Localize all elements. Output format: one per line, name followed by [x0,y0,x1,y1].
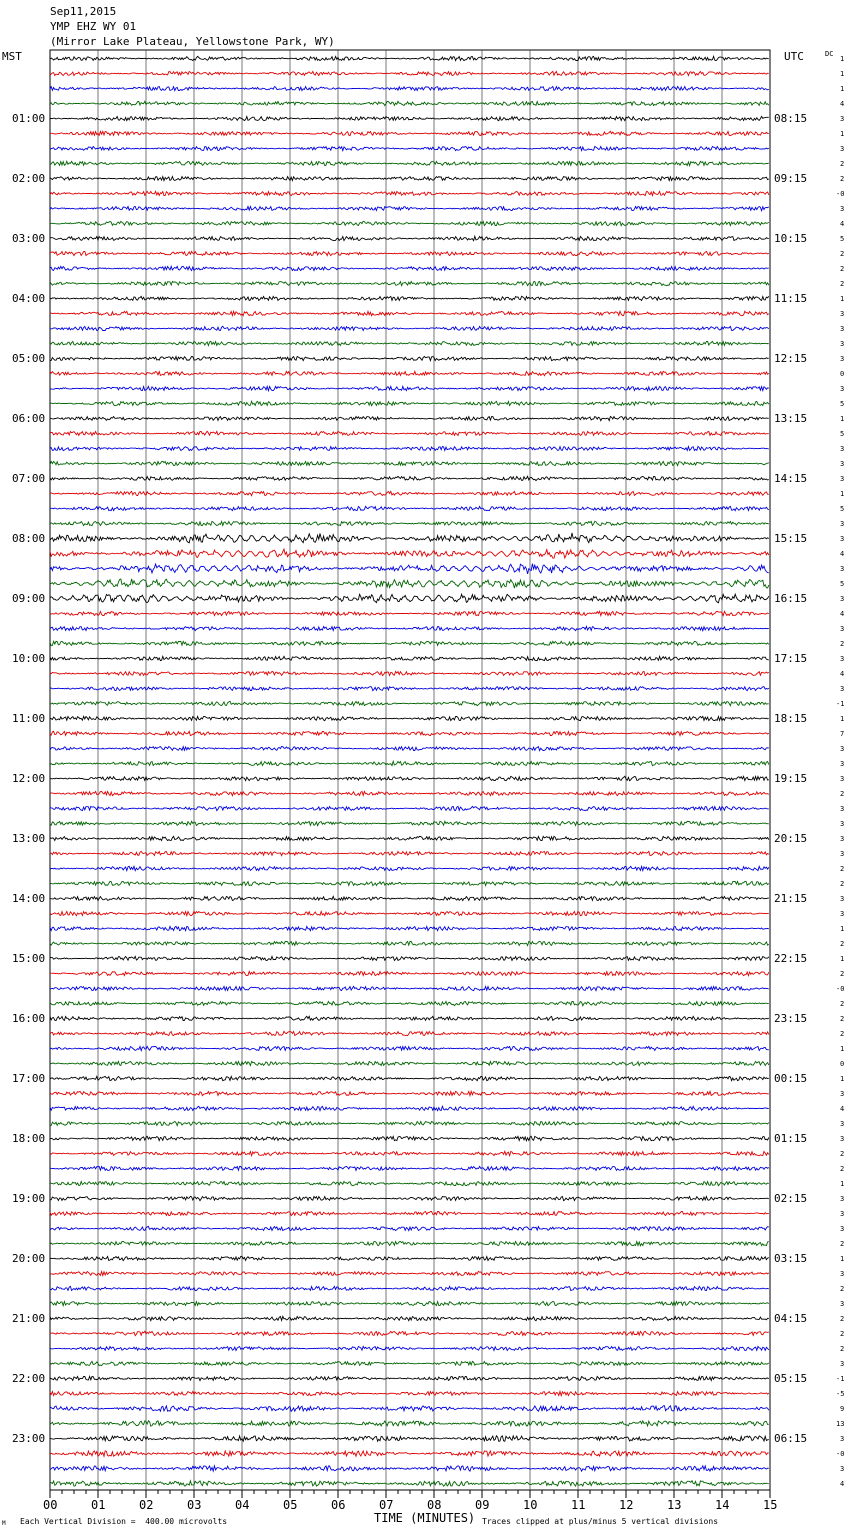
right-hour-label: 00:15 [774,1071,808,1085]
left-hour-label: 13:00 [12,831,46,845]
dc-offset-value: 4 [840,1104,845,1113]
dc-offset-value: 2 [840,159,845,168]
left-hour-label: 11:00 [12,711,46,725]
dc-offset-value: 3 [840,1209,845,1218]
trace-line [50,1182,769,1186]
station-location: (Mirror Lake Plateau, Yellowstone Park, WY) [50,35,335,48]
trace-line [50,521,769,525]
left-hour-label: 04:00 [12,291,46,305]
trace-line [50,687,769,691]
trace-line [50,101,769,105]
x-tick-label: 03 [187,1498,202,1512]
trace-line [50,1271,769,1275]
trace-line [50,71,769,75]
trace-line [50,1121,769,1125]
dc-offset-value: 1 [840,924,845,933]
dc-offset-value: 3 [840,1134,845,1143]
trace-line [50,1316,769,1320]
trace-line [50,1226,769,1230]
dc-offset-value: 4 [840,219,845,228]
left-hour-label: 06:00 [12,411,46,425]
trace-line [50,221,769,225]
dc-offset-value: 4 [840,99,845,108]
trace-line [50,881,769,885]
x-tick-label: 10 [523,1498,538,1512]
dc-offset-value: 2 [840,249,845,258]
dc-offset-value: 3 [840,1434,845,1443]
left-hour-label: 10:00 [12,651,46,665]
trace-line [50,1166,769,1170]
trace-line [50,986,769,990]
dc-offset-value: 3 [840,519,845,528]
x-axis-title: TIME (MINUTES) [374,1511,476,1525]
left-hour-label: 03:00 [12,231,46,245]
trace-line [50,1286,769,1290]
dc-offset-value: 3 [840,459,845,468]
trace-line [50,266,769,270]
trace-line [50,1106,769,1110]
dc-offset-value: 3 [840,654,845,663]
station-code: YMP EHZ WY 01 [50,20,137,33]
dc-offset-value: 2 [840,879,845,888]
x-tick-label: 04 [235,1498,250,1512]
x-tick-label: 11 [571,1498,586,1512]
trace-line [50,1136,769,1140]
dc-offset-value: 0 [840,1059,845,1068]
left-hour-label: 14:00 [12,891,46,905]
left-hour-label: 22:00 [12,1371,46,1385]
trace-line [50,716,769,720]
dc-offset-value: 1 [840,129,845,138]
trace-line [50,1436,769,1442]
trace-line [50,341,769,345]
dc-offset-value: 2 [840,1344,845,1353]
dc-offset-value: 2 [840,279,845,288]
corner-mark: M [2,1520,6,1527]
trace-line [50,1091,769,1095]
trace-line [50,251,769,255]
dc-offset-value: 3 [840,894,845,903]
trace-line [50,56,769,60]
x-tick-label: 08 [427,1498,442,1512]
right-hour-label: 11:15 [774,291,808,305]
trace-line [50,806,769,810]
x-tick-label: 01 [91,1498,106,1512]
dc-offset-value: 7 [840,729,845,738]
dc-offset-value: 3 [840,909,845,918]
trace-line [50,611,769,615]
trace-line [50,911,769,915]
right-hour-label: 03:15 [774,1251,808,1265]
trace-line [50,626,769,630]
dc-offset-value: -0 [836,1449,845,1458]
left-hour-label: 08:00 [12,531,46,545]
dc-offset-value: 2 [840,969,845,978]
trace-line [50,941,769,945]
dc-offset-value: 1 [840,714,845,723]
right-hour-label: 01:15 [774,1131,808,1145]
left-hour-label: 23:00 [12,1431,46,1445]
trace-line [50,1001,769,1005]
dc-offset-value: 3 [840,564,845,573]
dc-offset-value: 3 [840,354,845,363]
dc-offset-value: 3 [840,594,845,603]
trace-line [50,1242,769,1246]
dc-offset-value: 3 [840,1119,845,1128]
left-hour-label: 09:00 [12,591,46,605]
dc-offset-value: 2 [840,1164,845,1173]
dc-offset-value: 3 [840,534,845,543]
trace-line [50,1376,769,1380]
dc-offset-value: 2 [840,1239,845,1248]
trace-line [50,1421,769,1426]
x-tick-label: 15 [763,1498,778,1512]
right-hour-label: 21:15 [774,891,808,905]
trace-line [50,281,769,285]
trace-line [50,1046,769,1050]
trace-line [50,491,769,495]
trace-line [50,791,769,795]
dc-offset-value: -1 [836,1374,845,1383]
trace-line [50,701,769,705]
right-hour-label: 08:15 [774,111,808,125]
dc-label: DC [825,50,834,58]
trace-line [50,1391,769,1395]
trace-line [50,851,769,855]
trace-line [50,401,769,405]
dc-offset-value: 2 [840,864,845,873]
trace-line [50,356,769,360]
dc-offset-value: 3 [840,849,845,858]
trace-line [50,761,769,765]
dc-offset-value: 1 [840,489,845,498]
x-tick-label: 09 [475,1498,490,1512]
x-tick-label: 12 [619,1498,634,1512]
dc-offset-value: 0 [840,369,845,378]
trace-line [50,747,769,751]
trace-line [50,417,769,421]
trace-line [50,821,769,825]
trace-line [50,1061,769,1065]
dc-offset-value: 2 [840,999,845,1008]
left-hour-label: 07:00 [12,471,46,485]
dc-offset-value: 3 [840,114,845,123]
right-timezone-label: UTC [784,50,804,63]
trace-line [50,971,769,975]
trace-line [50,1151,769,1155]
left-hour-label: 02:00 [12,171,46,185]
dc-offset-value: 2 [840,639,845,648]
scale-note: Each Vertical Division = 400.00 microvolts [20,1517,228,1526]
trace-line [50,1196,769,1200]
dc-offset-value: 3 [840,744,845,753]
dc-offset-value: 3 [840,324,845,333]
dc-offset-value: 3 [840,759,845,768]
trace-line [50,191,769,195]
right-hour-label: 09:15 [774,171,808,185]
left-timezone-label: MST [2,50,22,63]
dc-offset-value: 2 [840,789,845,798]
dc-offset-value: -1 [836,699,845,708]
trace-line [50,386,769,390]
trace-line [50,146,769,150]
dc-offset-value: -5 [836,1389,845,1398]
right-hour-label: 20:15 [774,831,808,845]
trace-line [50,446,769,450]
dc-offset-value: 1 [840,954,845,963]
trace-line [50,579,769,588]
dc-offset-value: 2 [840,1329,845,1338]
left-hour-label: 17:00 [12,1071,46,1085]
dc-offset-value: 3 [840,204,845,213]
dc-offset-value: 5 [840,399,845,408]
dc-offset-value: 1 [840,69,845,78]
trace-line [50,1211,769,1215]
dc-offset-value: 1 [840,1254,845,1263]
trace-line [50,1301,769,1305]
dc-offset-value: 3 [840,1359,845,1368]
dc-offset-value: 4 [840,1479,845,1488]
trace-line [50,131,769,135]
dc-offset-value: 2 [840,264,845,273]
dc-offset-value: 1 [840,294,845,303]
trace-line [50,1331,769,1335]
dc-offset-value: 3 [840,774,845,783]
right-hour-label: 16:15 [774,591,808,605]
left-hour-label: 01:00 [12,111,46,125]
trace-line [50,656,769,660]
right-hour-label: 17:15 [774,651,808,665]
left-hour-label: 20:00 [12,1251,46,1265]
right-hour-label: 23:15 [774,1011,808,1025]
left-hour-label: 16:00 [12,1011,46,1025]
trace-line [50,116,769,120]
trace-line [50,206,769,210]
right-hour-label: 02:15 [774,1191,808,1205]
trace-line [50,371,769,375]
right-hour-label: 15:15 [774,531,808,545]
dc-offset-value: 4 [840,549,845,558]
x-tick-label: 07 [379,1498,394,1512]
dc-offset-value: 3 [840,339,845,348]
right-hour-label: 22:15 [774,951,808,965]
dc-offset-value: 2 [840,1284,845,1293]
dc-offset-value: -0 [836,189,845,198]
dc-offset-value: 3 [840,804,845,813]
trace-line [50,594,769,603]
dc-offset-value: 3 [840,1089,845,1098]
dc-offset-value: 3 [840,819,845,828]
dc-offset-value: 4 [840,669,845,678]
trace-line [50,866,769,870]
trace-line [50,896,769,900]
trace-line [50,836,769,840]
trace-line [50,461,769,465]
plot-date: Sep11,2015 [50,5,117,18]
dc-offset-value: 3 [840,1464,845,1473]
right-hour-label: 19:15 [774,771,808,785]
dc-offset-value: 2 [840,1029,845,1038]
trace-line [50,1076,769,1080]
trace-line [50,431,769,435]
right-hour-label: 04:15 [774,1311,808,1325]
trace-line [50,564,769,574]
dc-offset-value: 2 [840,1014,845,1023]
right-hour-label: 18:15 [774,711,808,725]
dc-offset-value: 3 [840,684,845,693]
left-hour-label: 19:00 [12,1191,46,1205]
dc-offset-value: 3 [840,1269,845,1278]
trace-line [50,641,769,645]
trace-line [50,177,769,181]
right-hour-label: 13:15 [774,411,808,425]
right-hour-label: 14:15 [774,471,808,485]
trace-line [50,1361,769,1365]
clip-note: Traces clipped at plus/minus 5 vertical divisions [482,1517,719,1526]
x-tick-label: 00 [43,1498,58,1512]
right-hour-label: 10:15 [774,231,808,245]
trace-line [50,1406,769,1412]
trace-line [50,1346,769,1350]
dc-offset-value: 9 [840,1404,845,1413]
x-tick-label: 05 [283,1498,298,1512]
dc-offset-value: 3 [840,384,845,393]
trace-line [50,549,769,558]
trace-line [50,476,769,480]
trace-line [50,311,769,315]
dc-offset-value: -0 [836,984,845,993]
right-hour-label: 05:15 [774,1371,808,1385]
trace-line [50,1451,769,1457]
dc-offset-value: 2 [840,1314,845,1323]
dc-offset-value: 5 [840,579,845,588]
right-hour-label: 06:15 [774,1431,808,1445]
x-tick-label: 13 [667,1498,682,1512]
dc-offset-value: 3 [840,144,845,153]
x-tick-label: 14 [715,1498,730,1512]
dc-offset-value: 3 [840,1299,845,1308]
left-hour-label: 15:00 [12,951,46,965]
trace-line [50,1256,769,1260]
left-hour-label: 05:00 [12,351,46,365]
dc-offset-value: 13 [836,1419,845,1428]
trace-line [50,956,769,960]
dc-offset-value: 2 [840,939,845,948]
dc-offset-value: 5 [840,234,845,243]
dc-offset-value: 3 [840,834,845,843]
trace-line [50,776,769,780]
trace-line [50,161,769,165]
trace-line [50,296,769,300]
trace-line [50,671,769,675]
x-tick-label: 02 [139,1498,154,1512]
dc-offset-value: 1 [840,1044,845,1053]
dc-offset-value: 1 [840,1179,845,1188]
dc-offset-value: 3 [840,309,845,318]
dc-offset-value: 1 [840,414,845,423]
dc-offset-value: 3 [840,1224,845,1233]
trace-line [50,1031,769,1035]
dc-offset-value: 2 [840,1149,845,1158]
dc-offset-value: 4 [840,609,845,618]
dc-offset-value: 3 [840,474,845,483]
left-hour-label: 18:00 [12,1131,46,1145]
trace-line [50,1016,769,1020]
trace-line [50,87,769,91]
trace-line [50,731,769,735]
right-hour-label: 12:15 [774,351,808,365]
dc-offset-value: 3 [840,624,845,633]
trace-line [50,533,769,543]
trace-line [50,236,769,240]
dc-offset-value: 1 [840,54,845,63]
left-hour-label: 21:00 [12,1311,46,1325]
dc-offset-value: 1 [840,84,845,93]
dc-offset-value: 2 [840,174,845,183]
trace-line [50,1481,769,1487]
left-hour-label: 12:00 [12,771,46,785]
dc-offset-value: 5 [840,504,845,513]
trace-line [50,506,769,510]
trace-line [50,1466,769,1471]
dc-offset-value: 3 [840,444,845,453]
dc-offset-value: 3 [840,1194,845,1203]
x-tick-label: 06 [331,1498,346,1512]
trace-line [50,926,769,930]
trace-line [50,326,769,330]
dc-offset-value: 1 [840,1074,845,1083]
dc-offset-value: 5 [840,429,845,438]
